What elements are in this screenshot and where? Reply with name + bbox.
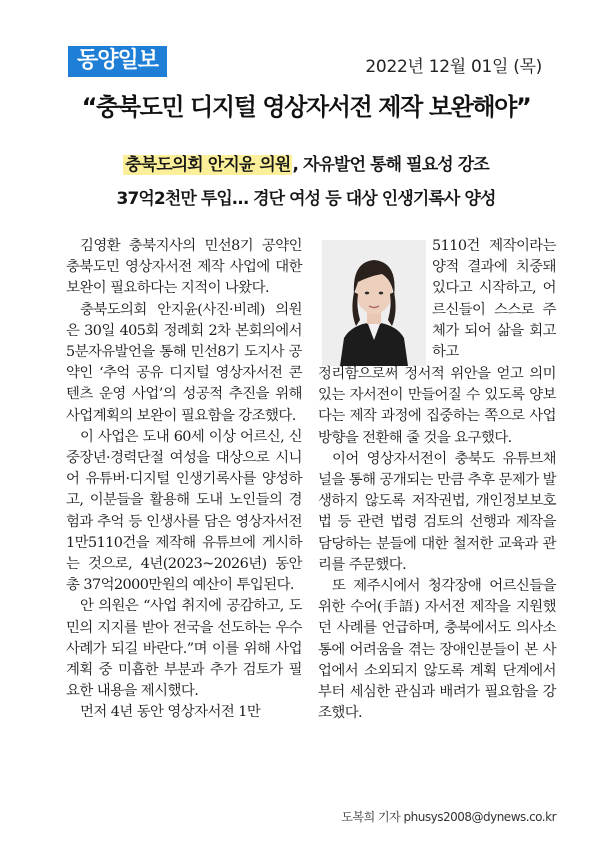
article-column-right-top: [432, 236, 556, 363]
paragraph: 김영환 충북지사의 민선8기 공약인 충북도민 영상자서전 제작 사업에 대한 보완이 필요하다는 지적이 나왔다.: [66, 238, 302, 297]
article-column-left: [66, 236, 302, 724]
subheadline-1: [0, 150, 612, 175]
newspaper-masthead: 동양일보: [68, 46, 167, 77]
subheadline-highlight: 충북도의회 안지윤 의원: [125, 155, 291, 175]
paragraph: 충북도의회 안지윤(사진·비례) 의원은 30일 405회 정례회 2차 본회의에서 5분자유발언을 통해 민선8기 도지사 공약인 ‘추억 공유 디지털 영상자서전 콘텐츠 운영 사업’의 성공적 추진을 위해 사업계획의 보완이 필요함을 강조했다.: [66, 301, 302, 424]
byline: 도복희 기자 phusys2008@dynews.co.kr: [341, 810, 556, 824]
paragraph: 이 사업은 도내 60세 이상 어르신, 신중장년·경력단절 여성을 대상으로 시니어 유튜버·디지털 인생기록사를 양성하고, 이분들을 활용해 도내 노인들의 경험과 추억 등 인생사를 담은 영상자서전 1만5110건을 제작해 유튜브에 게시하는 것으로, 4년(2023~2026년) 동안 총 37억2000만원의 예산이 투입된다.: [66, 428, 302, 594]
article-column-right: [318, 364, 556, 724]
paragraph: 먼저 4년 동안 영상자서전 1만: [80, 704, 261, 721]
subheadline-1-rest: , 자유발언 통해 필요성 강조: [292, 155, 489, 175]
headline: “충북도민 디지털 영상자서전 제작 보완해야”: [81, 93, 531, 121]
publication-date: 2022년 12월 01일 (목): [365, 57, 542, 77]
paragraph: 또 제주시에서 청각장애 어르신들을 위한 수어(手語) 자서전 제작을 지원했던 사례를 언급하며, 충북에서도 의사소통에 어려움을 겪는 장애인분들이 본 사업에서 소외되지 않도록 계획 단계에서부터 세심한 관심과 배려가 필요함을 강조했다.: [318, 578, 556, 722]
reporter-subject-photo: [322, 240, 426, 366]
paragraph: 5110건 제작이라는 양적 결과에 치중돼 있다고 시작하고, 어르신들이 스스로 주체가 되어 삶을 회고하고: [432, 238, 556, 361]
subheadline-2: 37억2천만 투입… 경단 여성 등 대상 인생기록사 양성: [116, 189, 496, 209]
paragraph: 정리함으로써 정서적 위안을 얻고 의미 있는 자서전이 만들어질 수 있도록 양보다는 제작 과정에 집중하는 쪽으로 사업 방향을 전환해 줄 것을 요구했다.: [318, 366, 556, 446]
paragraph: 안 의원은 “사업 취지에 공감하고, 도민의 지지를 받아 전국을 선도하는 우수 사례가 되길 바란다.”며 이를 위해 사업계획 중 미흡한 부분과 추가 검토가 필요한 내용을 제시했다.: [66, 598, 302, 700]
paragraph: 이어 영상자서전이 충북도 유튜브채널을 통해 공개되는 만큼 추후 문제가 발생하지 않도록 저작권법, 개인정보보호법 등 관련 법령 검토의 선행과 제작을 담당하는 분들에 대한 철저한 교육과 관리를 주문했다.: [318, 450, 556, 573]
